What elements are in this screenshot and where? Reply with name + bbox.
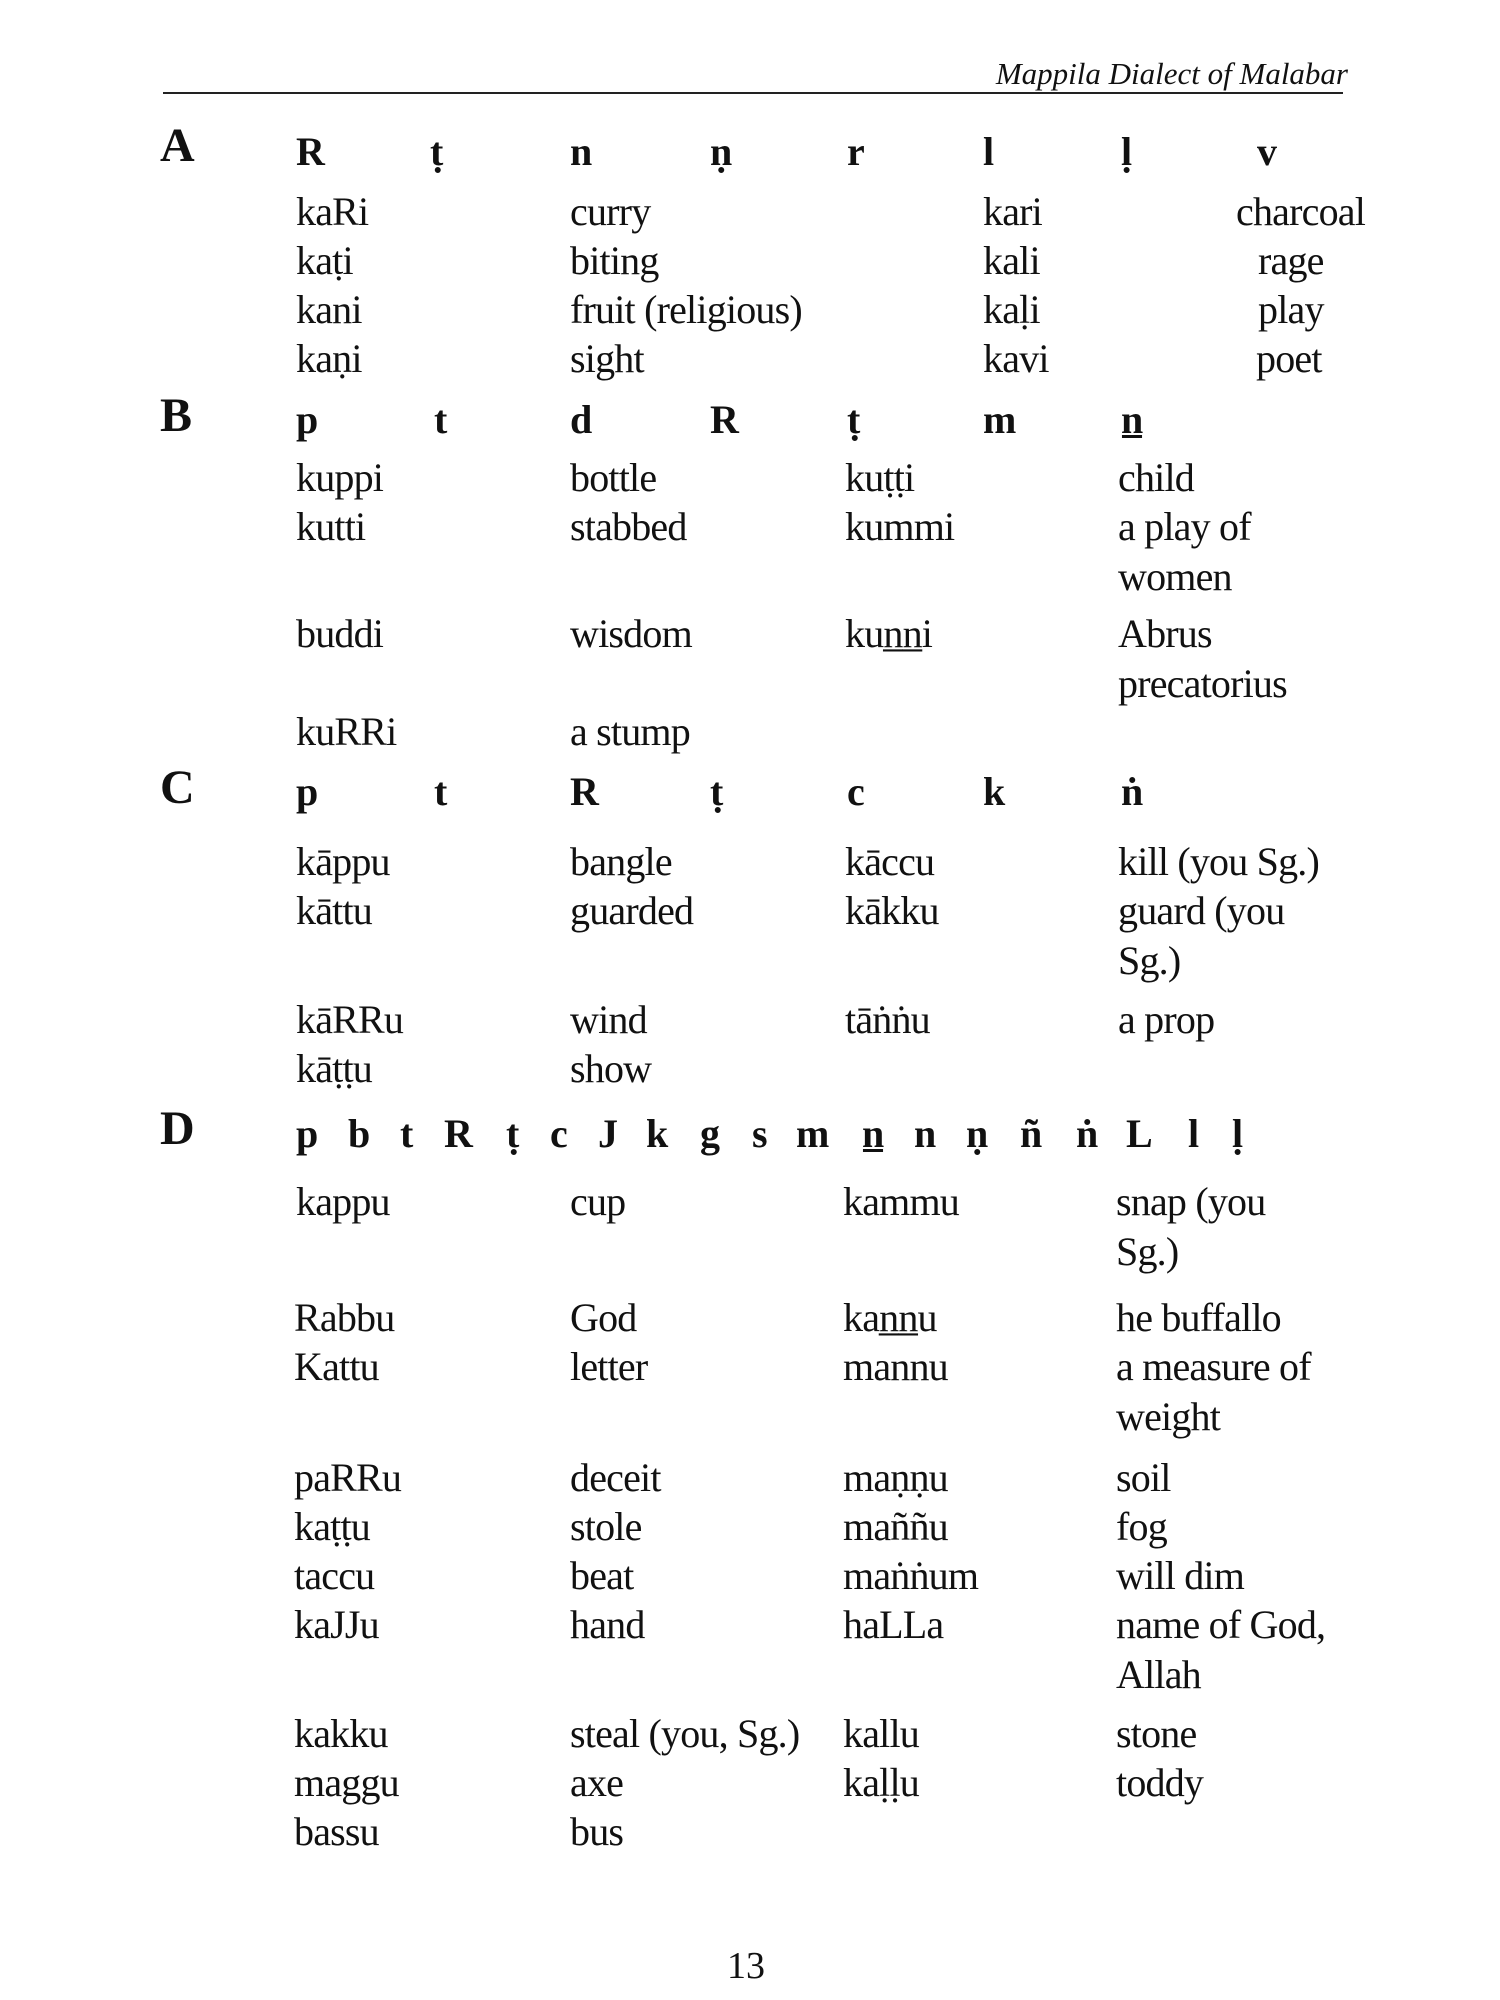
word: kummi: [845, 504, 955, 549]
gloss: Abrus: [1118, 611, 1212, 656]
phoneme: ṇ: [710, 129, 733, 174]
phoneme: l: [1188, 1111, 1200, 1156]
phoneme: p: [296, 1111, 319, 1156]
gloss: guarded: [570, 888, 694, 933]
word: kāṭṭu: [296, 1046, 372, 1091]
gloss: letter: [570, 1344, 648, 1389]
word: maṅṅum: [843, 1553, 979, 1598]
phoneme: p: [296, 769, 319, 814]
gloss: guard (you: [1118, 888, 1285, 933]
phoneme: s: [752, 1111, 768, 1156]
gloss: God: [570, 1295, 637, 1340]
word: kaṇi: [296, 336, 362, 381]
phoneme: ḷ: [1121, 129, 1133, 174]
phoneme: ñ: [1020, 1111, 1043, 1156]
gloss: charcoal: [1236, 189, 1366, 234]
phoneme: ṭ: [710, 769, 724, 814]
gloss: play: [1258, 287, 1324, 332]
gloss: biting: [570, 238, 659, 283]
gloss: a play of: [1118, 504, 1251, 549]
gloss: deceit: [570, 1455, 661, 1500]
word: kammu: [843, 1179, 959, 1224]
gloss: curry: [570, 189, 651, 234]
gloss-continuation: Allah: [1116, 1652, 1201, 1697]
word: kaḷḷu: [843, 1760, 919, 1805]
section-label: A: [160, 119, 195, 172]
word: paRRu: [294, 1455, 402, 1500]
phoneme: d: [570, 397, 593, 442]
phoneme: t: [434, 397, 448, 442]
gloss: kill (you Sg.): [1118, 839, 1320, 884]
word: kāRRu: [296, 997, 404, 1042]
section-label: B: [160, 389, 193, 442]
phoneme: g: [700, 1111, 720, 1156]
gloss: fruit (religious): [570, 287, 802, 332]
gloss: show: [570, 1046, 652, 1091]
word: kaṭṭu: [294, 1504, 370, 1549]
gloss: toddy: [1116, 1760, 1204, 1805]
word: kākku: [845, 888, 939, 933]
phoneme: n: [914, 1111, 937, 1156]
word: mannu: [843, 1344, 948, 1389]
word: kuRRi: [296, 709, 397, 754]
phoneme: c: [550, 1111, 568, 1156]
phoneme: ṅ: [1121, 769, 1144, 814]
gloss: soil: [1116, 1455, 1171, 1500]
word: kali: [983, 238, 1040, 283]
gloss: steal (you, Sg.): [570, 1711, 800, 1756]
phoneme: k: [983, 769, 1006, 814]
gloss: sight: [570, 336, 644, 381]
gloss: rage: [1258, 238, 1324, 283]
gloss: child: [1118, 455, 1194, 500]
header-rule: [163, 92, 1343, 94]
gloss: bangle: [570, 839, 672, 884]
phoneme: J: [598, 1111, 618, 1156]
word: kāppu: [296, 839, 390, 884]
gloss-continuation: weight: [1116, 1394, 1221, 1439]
phoneme: r: [847, 129, 865, 174]
gloss-continuation: women: [1118, 554, 1232, 599]
word: kuppi: [296, 455, 384, 500]
word: bassu: [294, 1809, 379, 1854]
word: Rabbu: [294, 1295, 395, 1340]
gloss: will dim: [1116, 1553, 1245, 1598]
gloss: stabbed: [570, 504, 687, 549]
word: Kattu: [294, 1344, 379, 1389]
phoneme: p: [296, 397, 319, 442]
phoneme: R: [570, 769, 599, 814]
word: kaRi: [296, 189, 369, 234]
section-label: D: [160, 1102, 195, 1155]
gloss: fog: [1116, 1504, 1167, 1549]
word: kani: [296, 287, 362, 332]
word: kutti: [296, 504, 366, 549]
phoneme: R: [710, 397, 739, 442]
phoneme: m: [796, 1111, 830, 1156]
gloss: bottle: [570, 455, 657, 500]
phoneme: ṅ: [1076, 1111, 1099, 1156]
word: maṇṇu: [843, 1455, 948, 1500]
gloss-continuation: precatorius: [1118, 661, 1287, 706]
word: kun̲n̲i: [845, 611, 933, 656]
gloss: stole: [570, 1504, 642, 1549]
section-label: C: [160, 761, 195, 814]
phoneme: ṭ: [847, 397, 861, 442]
gloss: bus: [570, 1809, 624, 1854]
page-number: 13: [727, 1945, 765, 1987]
word: kaṭi: [296, 238, 353, 283]
word: kaḷi: [983, 287, 1040, 332]
gloss: beat: [570, 1553, 634, 1598]
phoneme: n: [570, 129, 593, 174]
gloss: poet: [1256, 336, 1322, 381]
word: kan̲n̲u: [843, 1295, 937, 1340]
phoneme: ṇ: [966, 1111, 989, 1156]
phoneme: n̲: [862, 1111, 885, 1156]
gloss: snap (you: [1116, 1179, 1266, 1224]
phoneme: m: [983, 397, 1017, 442]
phoneme: ṭ: [506, 1111, 520, 1156]
phoneme: L: [1126, 1111, 1153, 1156]
gloss: wisdom: [570, 611, 692, 656]
gloss: he buffallo: [1116, 1295, 1281, 1340]
word: kappu: [296, 1179, 390, 1224]
gloss: cup: [570, 1179, 626, 1224]
phoneme: b: [348, 1111, 371, 1156]
gloss-continuation: Sg.): [1116, 1229, 1179, 1274]
word: taccu: [294, 1553, 375, 1598]
gloss: axe: [570, 1760, 624, 1805]
word: kuṭṭi: [845, 455, 915, 500]
phoneme: v: [1257, 129, 1277, 174]
phoneme: c: [847, 769, 865, 814]
running-head: Mappila Dialect of Malabar: [995, 56, 1348, 91]
phoneme: l: [983, 129, 995, 174]
word: kavi: [983, 336, 1049, 381]
word: kāccu: [845, 839, 935, 884]
word: buddi: [296, 611, 384, 656]
word: haLLa: [843, 1602, 944, 1647]
gloss: a prop: [1118, 997, 1215, 1042]
phoneme: t: [434, 769, 448, 814]
gloss-continuation: Sg.): [1118, 938, 1181, 983]
gloss: stone: [1116, 1711, 1197, 1756]
word: kaJJu: [294, 1602, 379, 1647]
word: maggu: [294, 1760, 399, 1805]
word: kallu: [843, 1711, 919, 1756]
phoneme: R: [296, 129, 325, 174]
word: kāttu: [296, 888, 372, 933]
gloss: wind: [570, 997, 647, 1042]
phoneme: R: [444, 1111, 473, 1156]
word: tāṅṅu: [845, 997, 930, 1042]
gloss: hand: [570, 1602, 645, 1647]
gloss: name of God,: [1116, 1602, 1326, 1647]
gloss: a stump: [570, 709, 690, 754]
gloss: a measure of: [1116, 1344, 1311, 1389]
phoneme: ṭ: [430, 129, 444, 174]
phoneme: n̲: [1121, 397, 1144, 442]
word: kari: [983, 189, 1042, 234]
word: kakku: [294, 1711, 388, 1756]
phoneme: k: [646, 1111, 669, 1156]
word: maññu: [843, 1504, 948, 1549]
phoneme: t: [400, 1111, 414, 1156]
phoneme: ḷ: [1232, 1111, 1244, 1156]
